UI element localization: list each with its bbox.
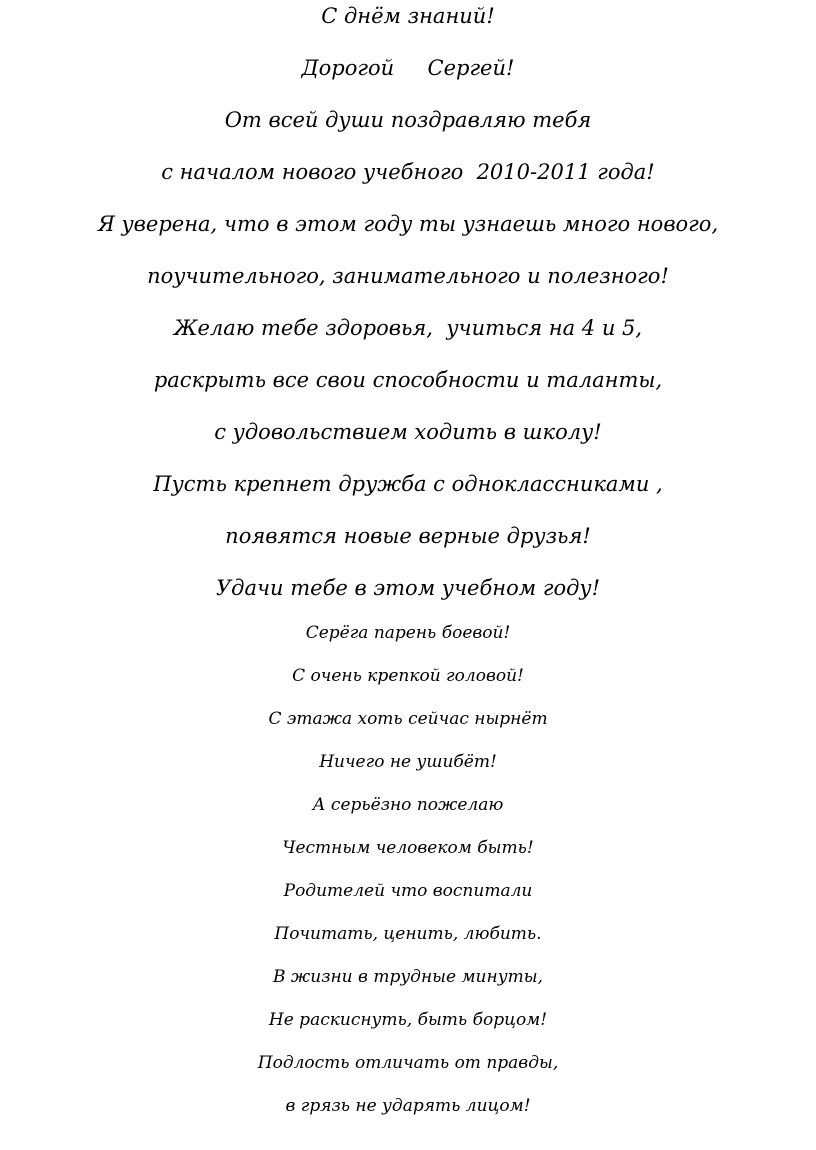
greeting-line: Удачи тебе в этом учебном году! [215, 576, 601, 600]
poem-line: В жизни в трудные минуты, [273, 967, 543, 987]
poem-line: С очень крепкой головой! [292, 666, 524, 686]
greeting-line: раскрыть все свои способности и таланты, [153, 368, 663, 392]
greeting-line: поучительного, занимательного и полезного! [147, 264, 669, 288]
poem-line: Ничего не ушибёт! [319, 752, 497, 772]
poem-line: С этажа хоть сейчас нырнёт [268, 709, 548, 729]
greeting-line: Желаю тебе здоровья, учиться на 4 и 5, [173, 316, 643, 340]
poem-line: Родителей что воспитали [283, 881, 533, 901]
greeting-line: От всей души поздравляю тебя [224, 108, 592, 132]
poem-line: Подлость отличать от правды, [257, 1053, 559, 1073]
greeting-line: с удовольствием ходить в школу! [214, 420, 602, 444]
poem-line: Не раскиснуть, быть борцом! [268, 1010, 548, 1030]
greeting-line: с началом нового учебного 2010-2011 года! [161, 160, 655, 184]
poem-line: А серьёзно пожелаю [312, 795, 504, 815]
greeting-title: С днём знаний! [321, 4, 495, 28]
greeting-line: появятся новые верные друзья! [225, 524, 591, 548]
poem-line: Честным человеком быть! [282, 838, 534, 858]
poem-line: Почитать, ценить, любить. [274, 924, 542, 944]
poem-line: в грязь не ударять лицом! [285, 1096, 531, 1116]
poem-line: Серёга парень боевой! [305, 623, 511, 643]
greeting-line: Пусть крепнет дружба с одноклассниками , [153, 472, 663, 496]
greeting-addressee: Дорогой Сергей! [301, 56, 515, 80]
greeting-line: Я уверена, что в этом году ты узнаешь много нового, [97, 212, 719, 236]
